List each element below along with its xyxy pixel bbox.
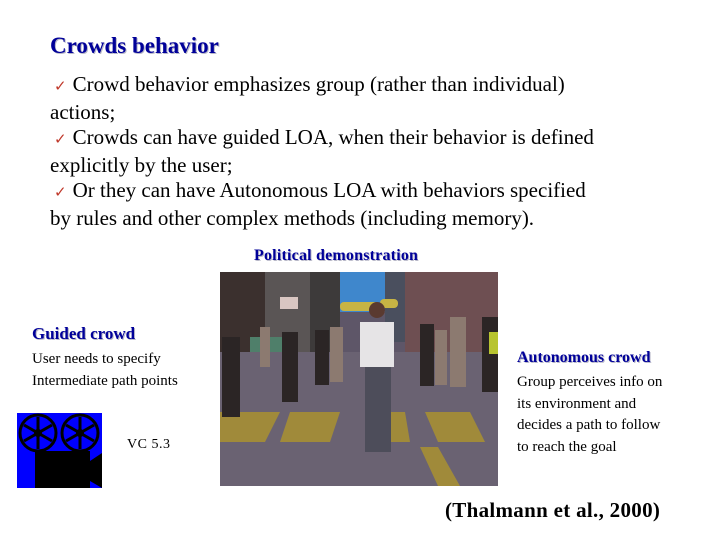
- bullet-text: Crowds can have guided LOA, when their behavior is defined: [72, 125, 594, 149]
- citation: (Thalmann et al., 2000): [445, 498, 661, 522]
- autonomous-line: its environment and: [517, 395, 637, 412]
- guided-crowd-description: [32, 348, 178, 392]
- autonomous-line: decides a path to follow: [517, 417, 661, 433]
- video-clip-label: VC 5.3: [127, 437, 171, 452]
- bullet-item: [50, 72, 700, 125]
- bullet-text-cont: explicitly by the user;: [50, 152, 233, 177]
- guided-line: Intermediate path points: [32, 373, 178, 389]
- slide-title: Crowds behavior: [50, 33, 219, 58]
- autonomous-line: to reach the goal: [517, 438, 617, 455]
- image-caption: Political demonstration: [254, 247, 419, 264]
- bullet-text: Crowd behavior emphasizes group (rather than individual): [72, 72, 565, 96]
- film-projector-icon[interactable]: [17, 413, 102, 488]
- guided-line: User needs to specify: [32, 351, 161, 367]
- checkmark-icon: ✓: [54, 183, 67, 201]
- checkmark-icon: ✓: [54, 77, 67, 95]
- bullet-item: [50, 178, 700, 231]
- bullet-text-cont: actions;: [50, 99, 116, 124]
- autonomous-crowd-title: Autonomous crowd: [517, 349, 651, 366]
- bullet-list: [50, 72, 700, 231]
- bullet-text: Or they can have Autonomous LOA with behaviors specified: [72, 178, 586, 202]
- autonomous-crowd-description: [517, 372, 707, 458]
- crowd-demonstration-image: [220, 272, 498, 486]
- bullet-item: [50, 125, 700, 178]
- autonomous-line: Group perceives info on: [517, 374, 663, 390]
- bullet-text-cont: by rules and other complex methods (including memory).: [50, 205, 535, 230]
- checkmark-icon: ✓: [54, 130, 67, 148]
- guided-crowd-title: Guided crowd: [32, 324, 136, 343]
